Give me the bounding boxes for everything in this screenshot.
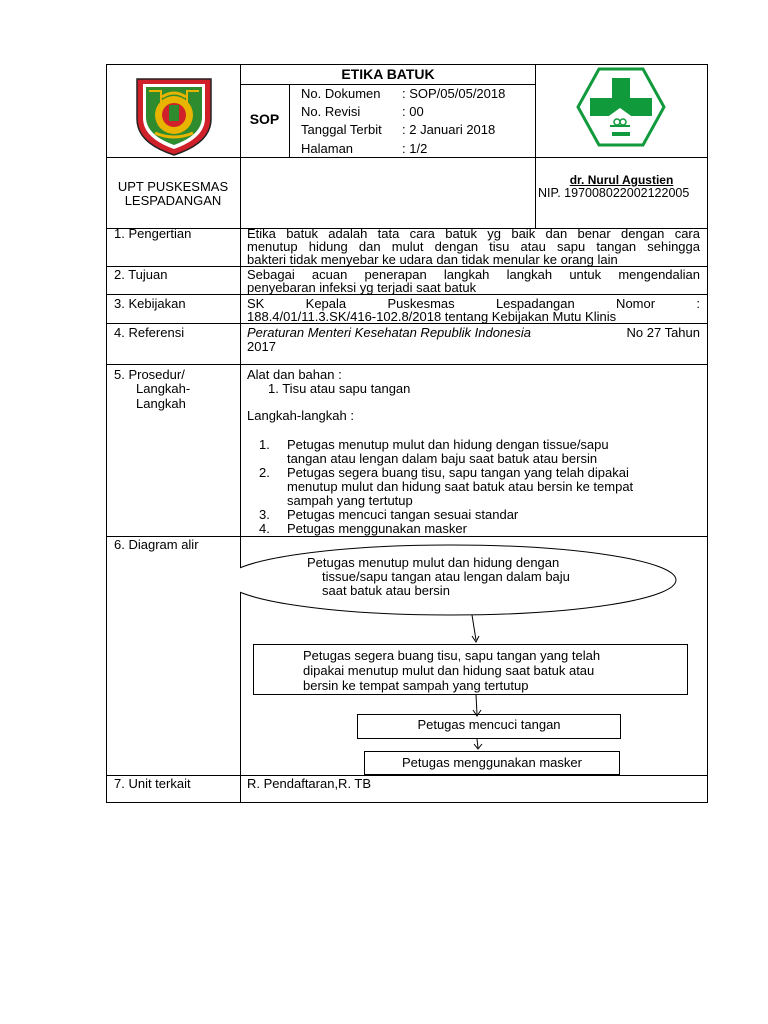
table-bottom-border — [106, 802, 708, 803]
prosedur-label-1: 5. Prosedur/ — [114, 367, 185, 382]
alat-heading: Alat dan bahan : — [247, 367, 342, 382]
kebijakan-line-1: SK Kepala Puskesmas Lespadangan Nomor : — [247, 296, 700, 311]
flow-ellipse-line-2: tissue/sapu tangan atau lengan dalam baju — [322, 569, 570, 584]
revision-label: No. Revisi — [301, 104, 361, 119]
arrow-3-line — [477, 739, 478, 748]
doc-number-label: No. Dokumen — [301, 86, 381, 101]
prosedur-label-2: Langkah- — [136, 381, 191, 396]
referensi-italic: Peraturan Menteri Kesehatan Republik Indonesia — [247, 325, 532, 340]
diagram-label: 6. Diagram alir — [114, 537, 199, 552]
tujuan-line-1: Sebagai acuan penerapan langkah langkah untuk mengendalian — [247, 267, 700, 282]
step-4-number: 4. — [259, 521, 270, 536]
col-divider-right — [535, 64, 536, 228]
step-1-number: 1. — [259, 437, 270, 452]
alat-item-1: 1. Tisu atau sapu tangan — [268, 381, 411, 396]
table-left-border — [106, 64, 107, 803]
pengertian-line-1: Etika batuk adalah tata cara batuk yg baik dan benar dengan cara — [247, 226, 700, 241]
step-2-line-1: Petugas segera buang tisu, sapu tangan yang telah dipakai — [287, 465, 629, 480]
signer-name: dr. Nurul Agustien — [569, 173, 674, 187]
page-value: : 1/2 — [402, 141, 428, 156]
tujuan-label: 2. Tujuan — [114, 267, 168, 282]
tujuan-line-2: penyebaran infeksi yg terjadi saat batuk — [247, 280, 477, 295]
revision-value: : 00 — [402, 104, 424, 119]
doc-number-value: : SOP/05/05/2018 — [402, 86, 506, 101]
header-divider — [106, 157, 708, 158]
flow-box-2-line-2: dipakai menutup mulut dan hidung saat batuk atau — [303, 663, 595, 678]
regional-emblem-logo — [133, 75, 215, 157]
flow-ellipse-line-3: saat batuk atau bersin — [322, 583, 450, 598]
referensi-line-2: 2017 — [247, 339, 276, 354]
step-2-number: 2. — [259, 465, 270, 480]
page-label: Halaman — [301, 141, 354, 156]
step-3-line-1: Petugas mencuci tangan sesuai standar — [287, 507, 519, 522]
arrow-2-line — [476, 695, 477, 714]
flow-ellipse-line-1: Petugas menutup mulut dan hidung dengan — [307, 555, 560, 570]
step-2-line-2: menutup mulut dan hidung saat batuk atau bersin ke tempat — [287, 479, 634, 494]
flow-box-4-text: Petugas menggunakan masker — [402, 755, 582, 770]
flow-box-3-text: Petugas mencuci tangan — [417, 717, 561, 732]
col-divider-sop — [289, 84, 290, 157]
step-4-line-1: Petugas menggunakan masker — [287, 521, 467, 536]
step-2-line-3: sampah yang tertutup — [287, 493, 413, 508]
kebijakan-label: 3. Kebijakan — [114, 296, 186, 311]
issue-date-value: : 2 Januari 2018 — [402, 122, 496, 137]
pengertian-label: 1. Pengertian — [114, 226, 192, 241]
table-top-border — [106, 64, 708, 65]
prosedur-label-3: Langkah — [136, 396, 186, 411]
title-underline — [240, 84, 536, 85]
org-name-line2: LESPADANGAN — [124, 193, 222, 208]
table-right-border — [707, 64, 708, 803]
pengertian-line-2: menutup hidung dan mulut dengan tisu atau sapu tangan sehingga — [247, 239, 700, 254]
row-divider-4 — [106, 364, 708, 365]
document-title: ETIKA BATUK — [341, 66, 435, 82]
health-cross-logo — [576, 66, 666, 148]
pengertian-line-3: bakteri tidak menyebar ke udara dan tidak menular ke orang lain — [247, 252, 618, 267]
unit-label: 7. Unit terkait — [114, 776, 191, 791]
langkah-heading: Langkah-langkah : — [247, 408, 354, 423]
sop-label: SOP — [249, 111, 280, 127]
step-1-line-2: tangan atau lengan dalam baju saat batuk atau bersin — [287, 451, 598, 466]
org-name-line1: UPT PUSKESMAS — [117, 179, 229, 194]
step-1-line-1: Petugas menutup mulut dan hidung dengan tissue/sapu — [287, 437, 609, 452]
kebijakan-line-2: 188.4/01/11.3.SK/416-102.8/2018 tentang Kebijakan Mutu Klinis — [247, 309, 617, 324]
referensi-rest: No 27 Tahun — [622, 325, 700, 340]
signer-nip: NIP. 197008022002122005 — [538, 186, 690, 200]
unit-value: R. Pendaftaran,R. TB — [247, 776, 372, 791]
referensi-line-1 — [247, 326, 700, 340]
flow-box-2-line-1: Petugas segera buang tisu, sapu tangan yang telah — [303, 648, 601, 663]
step-3-number: 3. — [259, 507, 270, 522]
flow-box-2-line-3: bersin ke tempat sampah yang tertutup — [303, 678, 529, 693]
referensi-label: 4. Referensi — [114, 325, 185, 340]
issue-date-label: Tanggal Terbit — [301, 122, 382, 137]
